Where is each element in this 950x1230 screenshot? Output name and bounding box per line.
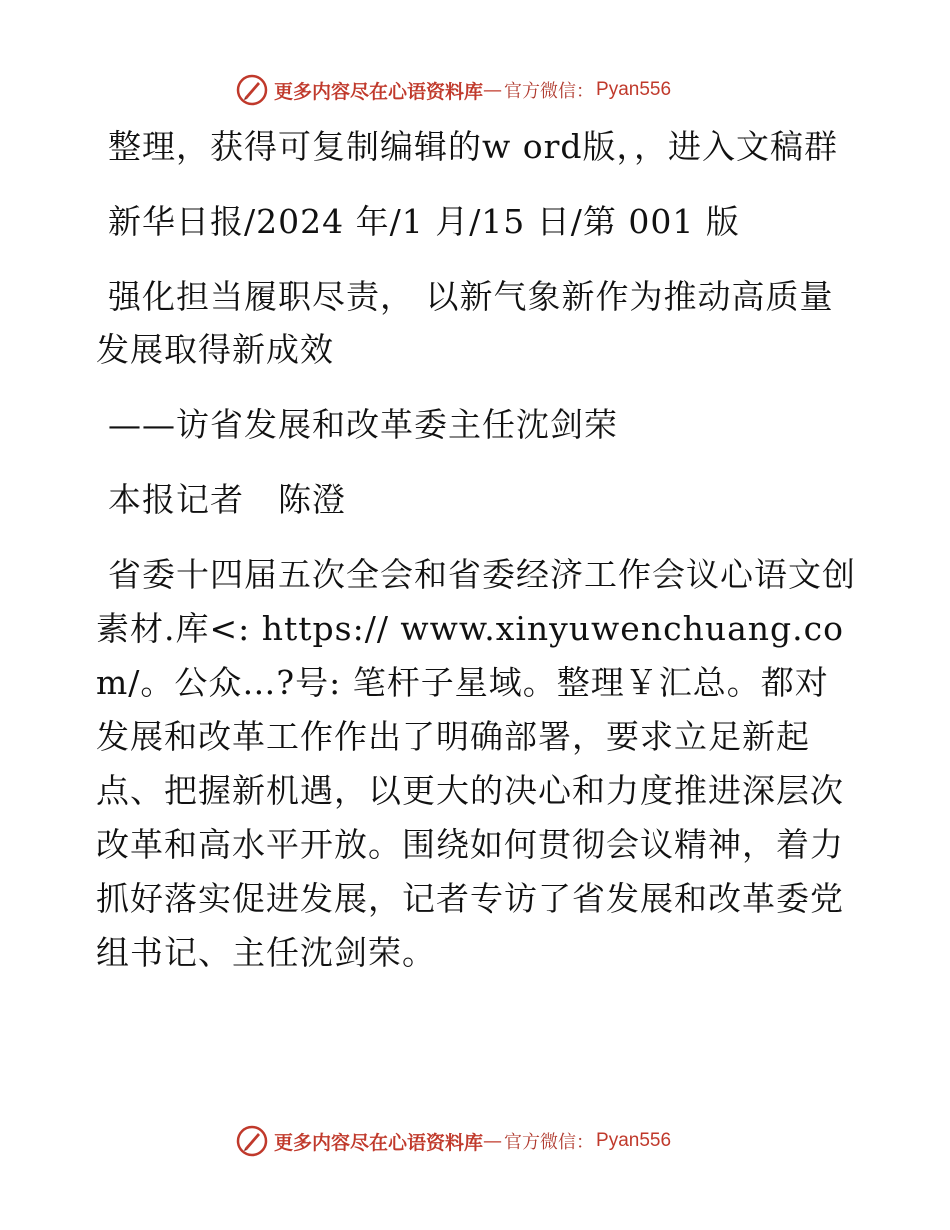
watermark-account: Pyan556 — [596, 1130, 672, 1151]
watermark-separator: — — [483, 1130, 503, 1152]
article-subtitle: ——访省发展和改革委主任沈剑荣 — [108, 405, 618, 444]
body-paragraph: 省委十四届五次全会和省委经济工作会议心语文创素材.库<: https:// www.xinyuwenchuang.com/。公众…?号: 笔杆子星域。整理￥汇总。都对发展和改革工作作出了明确部署，要求立足新起点、把握新机遇，以更大的决心和力度推进深层次改革和高水平开放。围绕如何贯彻会议精神，着力抓好落实促进发展，记者专访了省发展和改革委党组书记、主任沈剑荣。 — [96, 555, 856, 972]
footer-watermark — [236, 1124, 671, 1158]
header-watermark — [236, 73, 671, 107]
watermark-brand: 更多内容尽在心语资料库 — [274, 80, 484, 103]
document-body — [96, 120, 856, 1002]
intro-paragraph: 整理，获得可复制编辑的w ord版，，进入文稿群 — [108, 127, 839, 166]
quill-logo-icon — [236, 74, 268, 106]
watermark-brand: 更多内容尽在心语资料库 — [274, 1131, 484, 1154]
watermark-official-label: 官方微信： — [504, 81, 595, 102]
source-line: 新华日报/2024 年/1 月/15 日/第 001 版 — [108, 202, 740, 241]
watermark-official-label: 官方微信： — [504, 1132, 595, 1153]
watermark-account: Pyan556 — [596, 79, 672, 100]
quill-logo-icon — [236, 1125, 268, 1157]
byline: 本报记者 陈澄 — [108, 480, 346, 519]
article-title: 强化担当履职尽责， 以新气象新作为推动高质量发展取得新成效 — [96, 277, 834, 369]
watermark-separator: — — [483, 79, 503, 101]
